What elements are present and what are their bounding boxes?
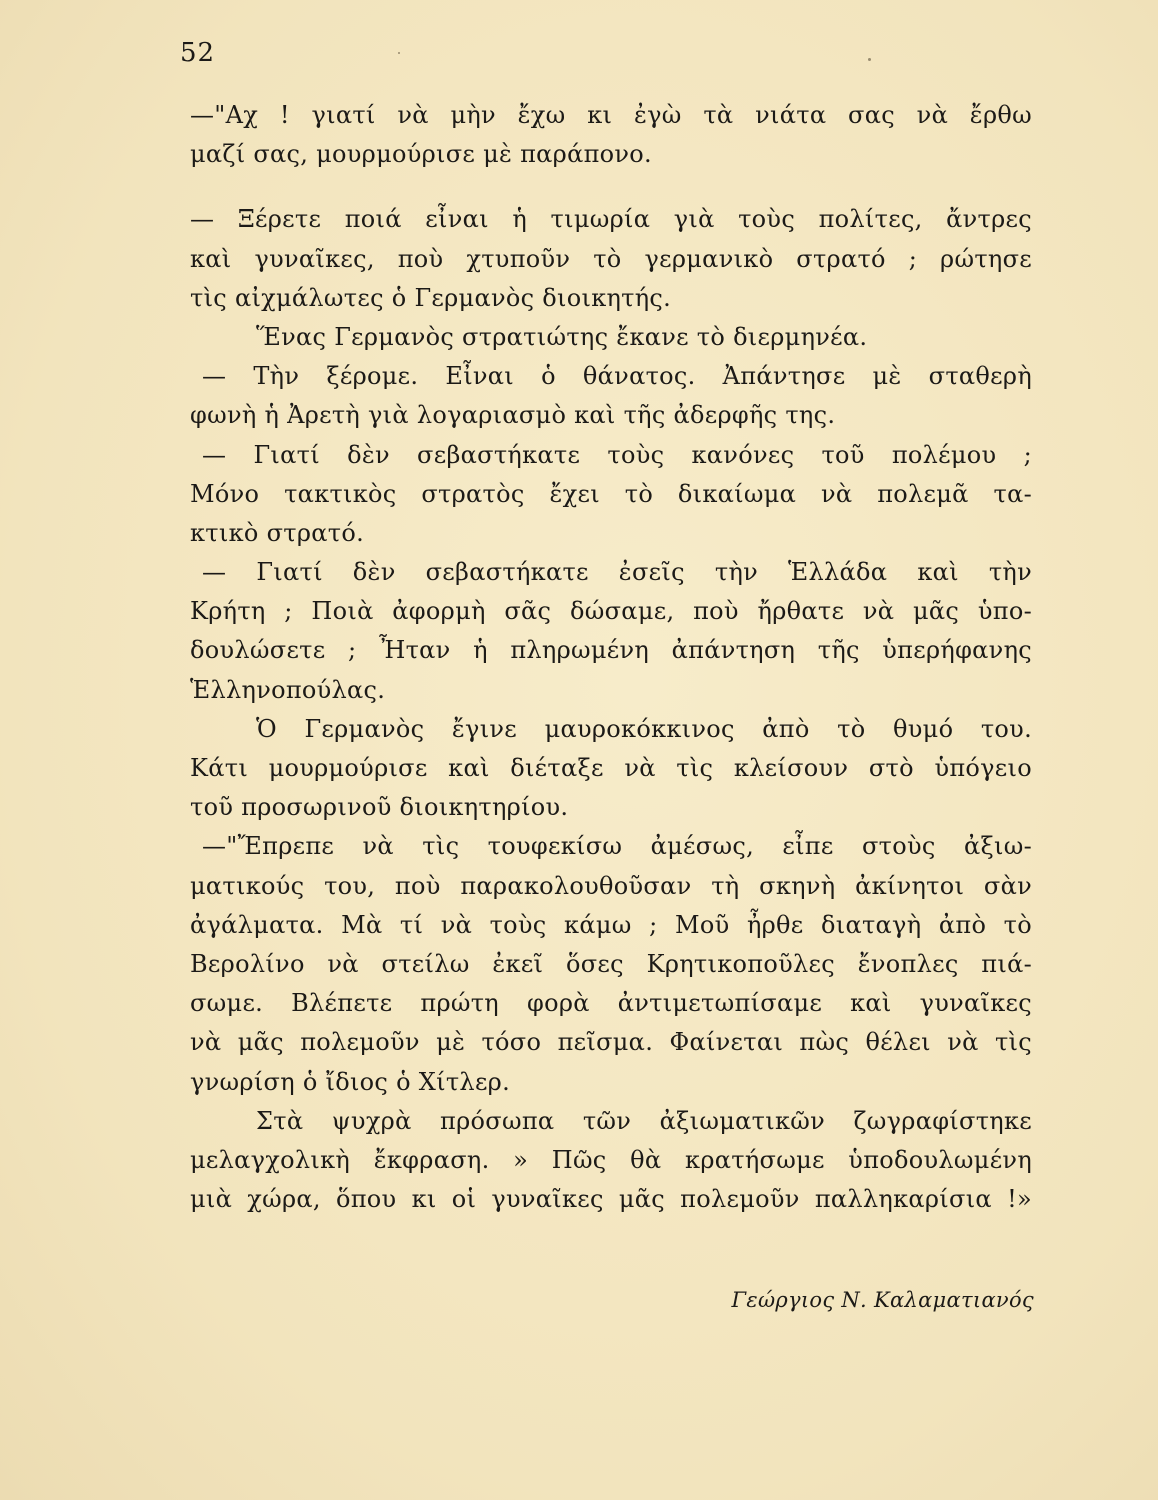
text-line: γνωρίση ὁ ἴδιος ὁ Χίτλερ. [190, 1067, 511, 1096]
text-line: — Γιατί δὲν σεβαστήκατε ἐσεῖς τὴν Ἑλλάδα καὶ τὴν [202, 558, 1032, 587]
text-line: —"Ἔπρεπε νὰ τὶς τουφεκίσω ἀμέσως, εἶπε στοὺς ἀξιω- [202, 832, 1032, 861]
text-line: ἀγάλματα. Μὰ τί νὰ τοὺς κάμω ; Μοῦ ἦρθε διαταγὴ ἀπὸ τὸ [190, 910, 1032, 939]
page-number: 52 [180, 38, 216, 68]
text-line: Κάτι μουρμούρισε καὶ διέταξε νὰ τὶς κλείσουν στὸ ὑπόγειο [190, 754, 1032, 782]
author-signature: Γεώργιος Ν. Καλαματιανός [731, 1288, 1034, 1312]
text-line: μαζί σας, μουρμούρισε μὲ παράπονο. [190, 140, 652, 169]
text-line: μελαγχολικὴ ἔκφραση. » Πῶς θὰ κρατήσωμε ὑποδουλωμένη [190, 1145, 1032, 1174]
text-line: — Ξέρετε ποιά εἶναι ἡ τιμωρία γιὰ τοὺς πολίτες, ἄντρες [190, 205, 1032, 234]
text-line: Ἕνας Γερμανὸς στρατιώτης ἔκανε τὸ διερμηνέα. [256, 322, 868, 351]
text-line: δουλώσετε ; Ἦταν ἡ πληρωμένη ἀπάντηση τῆς ὑπερήφανης [190, 636, 1032, 665]
text-line: Στὰ ψυχρὰ πρόσωπα τῶν ἀξιωματικῶν ζωγραφίστηκε [256, 1106, 1032, 1135]
text-line: — Τὴν ξέρομε. Εἶναι ὁ θάνατος. Ἀπάντησε μὲ σταθερὴ [202, 362, 1032, 391]
text-line: κτικὸ στρατό. [190, 518, 364, 547]
text-line: — Γιατί δὲν σεβαστήκατε τοὺς κανόνες τοῦ πολέμου ; [202, 440, 1032, 469]
text-line: Ὁ Γερμανὸς ἔγινε μαυροκόκκινος ἀπὸ τὸ θυμό του. [256, 714, 1032, 743]
text-line: Ἑλληνοπούλας. [190, 675, 386, 704]
text-line: τὶς αἰχμάλωτες ὁ Γερμανὸς διοικητής. [190, 283, 672, 312]
ink-speck [398, 52, 400, 54]
text-line: Κρήτη ; Ποιὰ ἀφορμὴ σᾶς δώσαμε, ποὺ ἤρθατε νὰ μᾶς ὑπο- [190, 597, 1032, 626]
body-text [190, 96, 1032, 1219]
text-line: καὶ γυναῖκες, ποὺ χτυποῦν τὸ γερμανικὸ στρατό ; ρώτησε [190, 244, 1032, 273]
text-line: φωνὴ ἡ Ἀρετὴ γιὰ λογαριασμὸ καὶ τῆς ἀδερφῆς της. [190, 401, 836, 430]
text-line: Βερολίνο νὰ στείλω ἐκεῖ ὅσες Κρητικοποῦλες ἔνοπλες πιά- [190, 949, 1032, 978]
text-line: νὰ μᾶς πολεμοῦν μὲ τόσο πεῖσμα. Φαίνεται πὼς θέλει νὰ τὶς [190, 1028, 1032, 1057]
text-line: μιὰ χώρα, ὅπου κι οἱ γυναῖκες μᾶς πολεμοῦν παλληκαρίσια !» [190, 1185, 1032, 1214]
text-line: ματικούς του, ποὺ παρακολουθοῦσαν τὴ σκηνὴ ἀκίνητοι σὰν [190, 871, 1032, 900]
paragraph-gap [190, 174, 1032, 200]
text-line: Μόνο τακτικὸς στρατὸς ἔχει τὸ δικαίωμα νὰ πολεμᾶ τα- [190, 479, 1032, 508]
ink-speck [868, 58, 871, 61]
text-line: σωμε. Βλέπετε πρώτη φορὰ ἀντιμετωπίσαμε καὶ γυναῖκες [190, 989, 1032, 1018]
text-line: —"Αχ ! γιατί νὰ μὴν ἔχω κι ἐγὼ τὰ νιάτα σας νὰ ἔρθω [190, 101, 1032, 129]
text-line: τοῦ προσωρινοῦ διοικητηρίου. [190, 793, 569, 822]
